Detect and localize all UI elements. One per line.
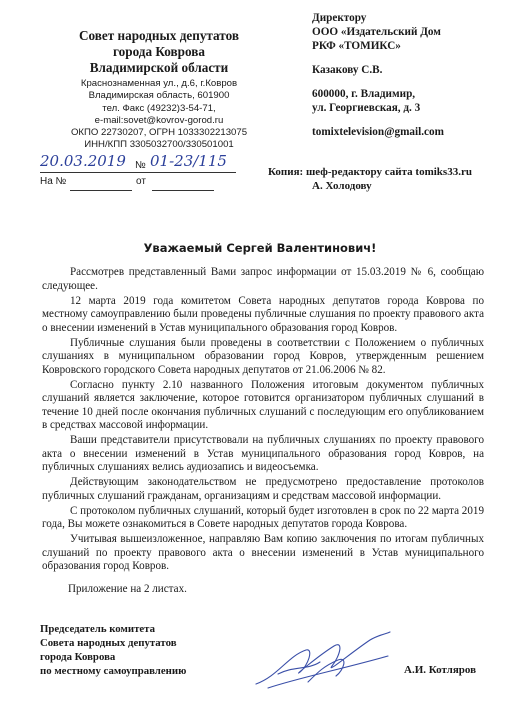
paragraph: Действующим законодательством не предусмотрено предоставление протоколов публичных слушаний гражданам, организациям и средствам массовой информации.: [42, 476, 484, 502]
registration-block: [40, 152, 280, 193]
letter-body: [42, 266, 484, 575]
from-label: от: [136, 176, 146, 187]
from-underline: [152, 176, 214, 191]
on-number-label: На №: [40, 176, 67, 187]
recipient-name: Казакову С.В.: [312, 64, 383, 76]
paragraph: Публичные слушания были проведены в соответствии с Положением о публичных слушаниях в муниципальном образовании город Ковров, утвержденным решением Ковровского городского Совета народных депутатов от 21.06.2006 № 82.: [42, 336, 484, 376]
greeting: Уважаемый Сергей Валентинович!: [143, 241, 377, 255]
paragraph: Ваши представители присутствовали на публичных слушаниях по проекту правового акта о внесении изменений в Устав муниципального образования город Ковров, на публичных слушаниях велись аудиозапись и видеосъемка.: [42, 434, 484, 473]
recipient-email: tomixtelevision@gmail.com: [312, 126, 444, 138]
paragraph: Рассмотрев представленный Вами запрос информации от 15.03.2019 № 6, сообщаю следующее.: [42, 266, 484, 292]
signatory-name: А.И. Котляров: [404, 664, 477, 676]
date-underline: [40, 172, 236, 173]
on-number-underline: [70, 176, 132, 191]
recipient-block: Директору ООО «Издательский Дом РКФ «ТОМИКС» Казакову С.В. 600000, г. Владимир, ул. Георгиевская, д. 3 tomixtelevision@gmail.com: [312, 11, 512, 139]
paragraph: С протоколом публичных слушаний, который будет изготовлен в срок по 22 марта 2019 года, Вы можете ознакомиться в Совете народных депутатов города Коврова.: [42, 504, 484, 530]
paragraph: Согласно пункту 2.10 названного Положения итоговым документом публичных слушаний является заключение, которое готовится организатором публичных слушаний в течение 10 дней после окончания публичных слушаний с последующим его опубликованием в средствах массовой информации.: [42, 378, 484, 431]
handwritten-signature: [248, 626, 398, 696]
registration-date: 20.03.2019: [40, 152, 126, 170]
sender-org-name: Совет народных депутатов города Коврова Владимирской области: [78, 28, 240, 75]
number-label: №: [135, 160, 146, 171]
paragraph: Учитывая вышеизложенное, направляю Вам копию заключения по итогам публичных слушаний по проекту правового акта о внесении изменений в Устав муниципального образования город Ковров.: [42, 533, 484, 572]
paragraph: 12 марта 2019 года комитетом Совета народных депутатов города Коврова по местному самоуправлению были проведены публичные слушания по проекту правового акта о внесении изменений в Устав муниципального образования город Ковров.: [42, 294, 484, 334]
sender-contact-info: Краснознаменная ул., д.6, г.Ковров Владимирская область, 601900 тел. Факс (49232)3-54-71, e-mail:sovet@kovrov-gorod.ru ОКПО 22730207, ОГРН 1033302213075 ИНН/КПП 3305032700/330501001: [70, 78, 248, 151]
registration-number: 01-23/115: [150, 152, 227, 170]
copy-recipient: Копия: шеф-редактору сайта tomiks33.ru А. Холодову: [268, 166, 472, 192]
attachment-note: Приложение на 2 листах.: [68, 583, 187, 595]
sender-block: [44, 28, 274, 152]
signatory-title: Председатель комитета Совета народных депутатов города Коврова по местному самоуправлению: [40, 623, 187, 677]
